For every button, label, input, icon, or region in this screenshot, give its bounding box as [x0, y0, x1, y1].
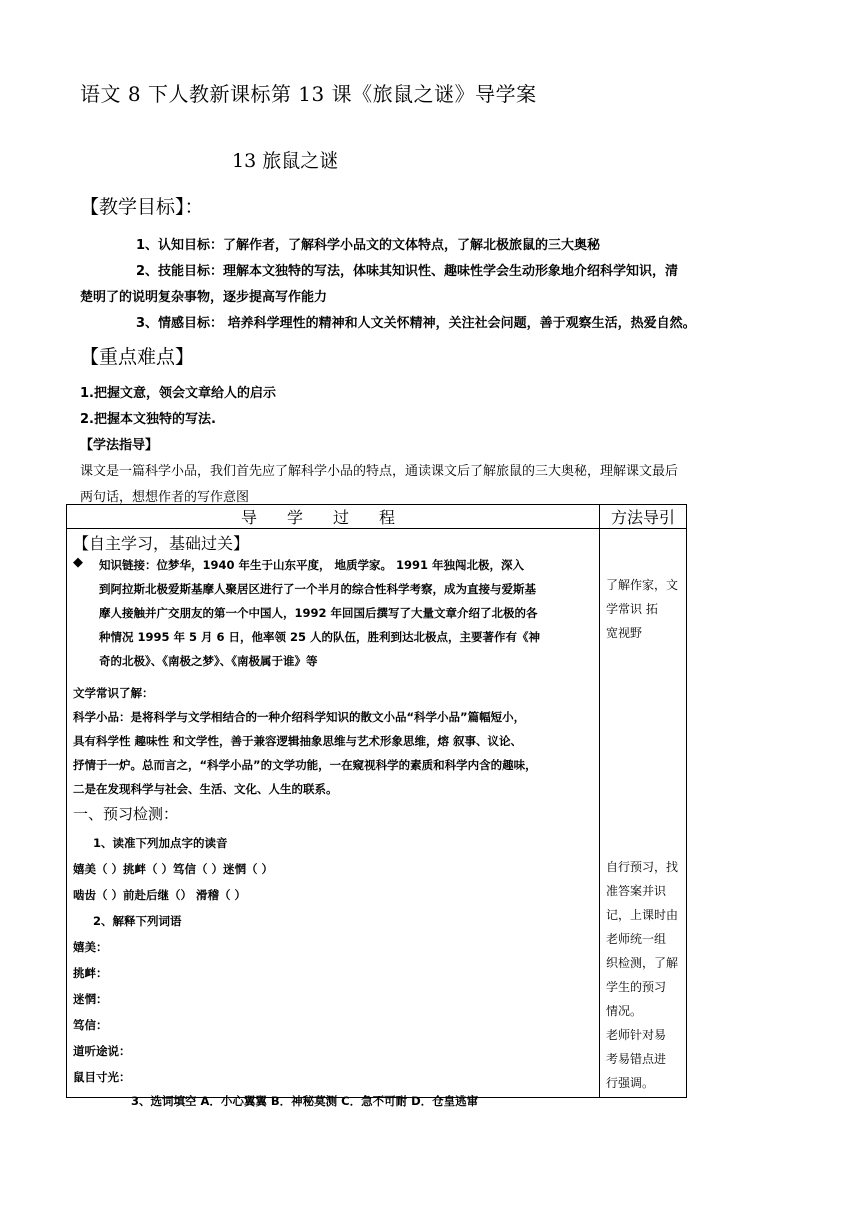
- learning-process-table: [66, 504, 687, 1108]
- term-item: 嬉美：: [73, 940, 108, 954]
- process-header: 导学过程: [67, 505, 600, 529]
- side-note-2: 自行预习，找 准答案并识 记，上课时由 老师统一组 织检测，了解 学生的预习 情况。 老师针对易 考易错点进 行强调。: [606, 860, 679, 1090]
- question-1: 1、读准下列加点字的读音: [93, 836, 228, 850]
- question-3: 3、选词填空 A．小心翼翼 B．神秘莫测 C．急不可耐 D．仓皇逃窜: [131, 1094, 479, 1108]
- goal-item: 2、技能目标：理解本文独特的写法，体味其知识性、趣味性学会生动形象地介绍科学知识，清: [136, 264, 679, 279]
- key-point-item: 2.把握本文独特的写法.: [80, 412, 216, 427]
- method-heading: 【学法指导】: [80, 438, 159, 453]
- side-note-1: 了解作家，文 学常识 拓 宽视野: [606, 578, 679, 640]
- term-item: 笃信：: [73, 1018, 108, 1032]
- lit-line: 抒情于一炉。总而言之，“科学小品”的文学功能，一在窥视科学的素质和科学内含的趣味，: [73, 758, 537, 772]
- diamond-bullet-icon: ◆: [73, 555, 83, 570]
- preview-heading: 一、预习检测：: [73, 805, 179, 823]
- question-2: 2、解释下列词语: [93, 914, 182, 928]
- method-line: 两句话，想想作者的写作意图: [80, 490, 250, 505]
- method-guide-cell: [600, 529, 687, 1098]
- section-heading: 【自主学习，基础过关】: [73, 534, 250, 553]
- lit-line: 具有科学性 趣味性 和文学性，善于兼容逻辑抽象思维与艺术形象思维，熔 叙事、议论、: [73, 734, 523, 748]
- knowledge-line: 摩人接触并广交朋友的第一个中国人，1992 年回国后撰写了大量文章介绍了北极的各: [99, 606, 538, 620]
- knowledge-line: 到阿拉斯北极爱斯基摩人聚居区进行了一个半月的综合性科学考察，成为直接与爱斯基: [99, 582, 536, 596]
- knowledge-line: 奇的北极》、《南极之梦》、《南极属于谁》等: [99, 654, 318, 668]
- pronunciation-line: 嬉美（ ）挑衅（ ）笃信（ ）迷惘（ ）: [73, 862, 274, 876]
- key-points-heading: 【重点难点】: [80, 346, 195, 368]
- lit-line: 二是在发现科学与社会、生活、文化、人生的联系。: [73, 782, 338, 796]
- goal-item: 楚明了的说明复杂事物，逐步提高写作能力: [80, 290, 328, 305]
- term-item: 道听途说：: [73, 1044, 131, 1058]
- term-item: 迷惘：: [73, 992, 108, 1006]
- goal-item: 3、情感目标： 培养科学理性的精神和人文关怀精神，关注社会问题，善于观察生活，热爱自然。: [136, 316, 696, 331]
- method-guide-header: 方法导引: [600, 505, 687, 529]
- lit-heading: 文学常识了解：: [73, 686, 154, 700]
- knowledge-line: 种情况 1995 年 5 月 6 日，他率领 25 人的队伍，胜利到达北极点，主要著作有《神: [99, 630, 541, 644]
- goals-heading: 【教学目标】：: [80, 196, 204, 218]
- pronunciation-line: 啮齿（ ）前赴后继（） 滑稽（ ）: [73, 888, 247, 902]
- process-cell: [67, 529, 600, 1108]
- lesson-title: 13 旅鼠之谜: [232, 150, 339, 172]
- goal-item: 1、认知目标：了解作者，了解科学小品文的文体特点，了解北极旅鼠的三大奥秘: [136, 238, 601, 253]
- term-item: 鼠目寸光：: [73, 1070, 131, 1084]
- document-title: 语文 8 下人教新课标第 13 课《旅鼠之谜》导学案: [80, 82, 537, 106]
- method-line: 课文是一篇科学小品，我们首先应了解科学小品的特点，通读课文后了解旅鼠的三大奥秘，理解课文最后: [80, 464, 679, 479]
- term-item: 挑衅：: [73, 966, 108, 980]
- lit-line: 科学小品：是将科学与文学相结合的一种介绍科学知识的散文小品“科学小品”篇幅短小，: [73, 710, 526, 724]
- knowledge-line: 知识链接：位梦华，1940 年生于山东平度， 地质学家。 1991 年独闯北极，深入: [99, 558, 525, 572]
- key-point-item: 1.把握文意，领会文章给人的启示: [80, 386, 276, 401]
